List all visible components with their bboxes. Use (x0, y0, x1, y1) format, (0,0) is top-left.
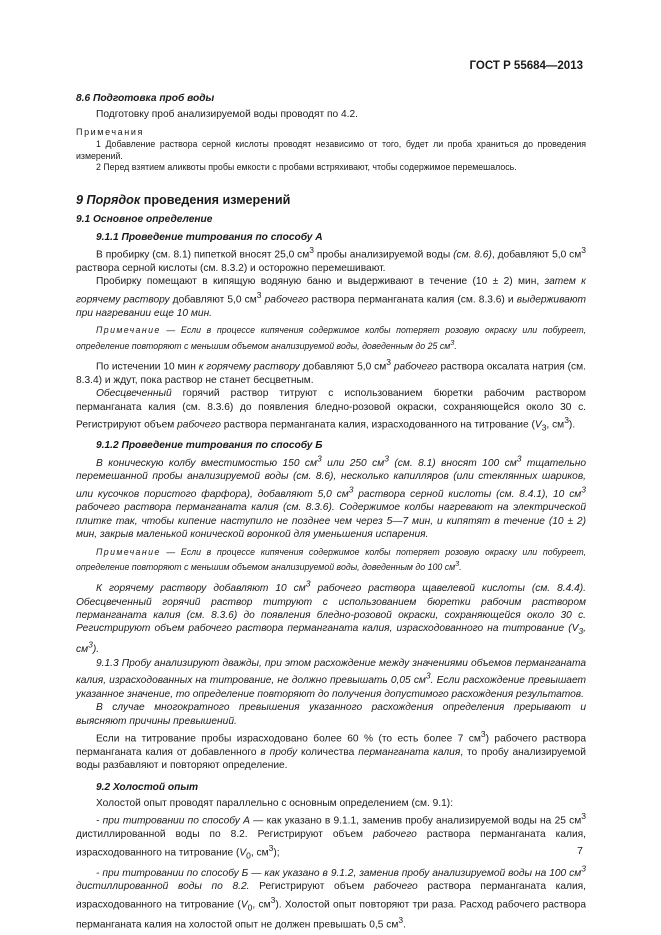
paragraph-boiling: Пробирку помещают в кипящую водяную баню и выдерживают в течение (10 ± 2) мин, затем к горячему раствору добавляют 5,0 $см^3$ рабочего раствора перманганата калия (см. 8.3.6) и выдерживают при нагревании еще 10 мин. (76, 276, 586, 319)
section-9-1-2-title: 9.1.2 Проведение титрования по способу Б (96, 439, 323, 451)
section-9-1-1-title: 9.1.1 Проведение титрования по способу А (96, 231, 323, 243)
paragraph-blank-a: - при титровании по способу А — как указано в 9.1.1, заменив пробу анализируемой воды на 25 $см^3$ дистиллированной воды по 8.2. Регистрируют объем рабочего раствора перманганата калия, израсходованного на титрование ($V_0$, $см^3$); (76, 811, 587, 861)
notes-title: Примечания (76, 126, 144, 137)
paragraph-titration-a: Обесцвеченный горячий раствор титруют с использованием бюретки рабочим раствором перманганата калия (см. 8.3.6) до появления бледно-розовой окраски, сохраняющейся около 30 с. Регистрируют объем рабочего раствора перманганата калия, израсходованного на титрование ($V_3$, $см^3$). (76, 388, 586, 433)
paragraph-method-b: В коническую колбу вместимостью 150 $см^3$ или 250 $см^3$ (см. 8.1) вносят 100 $см^3$ тщательно перемешанной пробы анализируемой воды (см. 8.6), несколько капилляров (или стеклянных шариков, или кусочков пористого фарфора), добавляют 5,0 $см^3$ раствора серной кислоты (см. 8.4.1), 10 $см^3$ рабочего раствора перманганата калия (см. 8.3.6). Содержимое колбы нагревают на электрической плитке так, чтобы кипение наступило не позднее чем через 5—7 мин, и кипятят в течение (10 ± 2) мин, закрыв маленькой конической воронкой для уменьшения испарения. (76, 453, 587, 541)
paragraph-blank: Холостой опыт проводят параллельно с основным определением (см. 9.1): (96, 798, 454, 809)
paragraph-9-1-3: 9.1.3 Пробу анализируют дважды, при этом расхождение между значениями объемов перманганата калия, израсходованных на титрование, не должно превышать 0,05 $см^3$. Если расхождение превышает указанное значение, то определение повторяют до получения допустимого расхождения результатов. (76, 657, 586, 700)
paragraph-oxalate: По истечении 10 мин к горячему раствору добавляют 5,0 $см^3$ рабочего раствора оксалата натрия (см. 8.3.4) и ждут, пока раствор не станет бесцветным. (76, 357, 586, 386)
section-9-2-title: 9.2 Холостой опыт (96, 781, 199, 793)
section-8-6-text: Подготовку проб анализируемой воды проводят по 4.2. (96, 109, 359, 121)
page-number: 7 (577, 845, 583, 857)
note-2: 2 Перед взятием аликвоты пробы емкости с пробами встряхивают, чтобы содержимое перемешалось. (96, 162, 517, 173)
standard-number: ГОСТ Р 55684—2013 (469, 60, 583, 72)
paragraph-repeated: В случае многократного превышения указанного расхождения определения прерывают и выясняют причины превышений. (76, 702, 586, 727)
section-8-6-title: 8.6 Подготовка проб воды (76, 93, 215, 104)
paragraph-sample: В пробирку (см. 8.1) пипеткой вносят 25,0 $см^3$ пробы анализируемой воды (см. 8.6), добавляют 5,0 $см^3$ раствора серной кислоты (см. 8.3.2) и осторожно перемешивают. (76, 245, 586, 275)
paragraph-blank-b: - при титровании по способу Б — как указано в 9.1.2, заменив пробу анализируемой воды на 100 $см^3$ дистиллированной воды по 8.2. Регистрируют объем рабочего раствора перманганата калия, израсходованного на титрование ($V_0$, $см^3$). Холостой опыт повторяют три раза. Расход рабочего раствора перманганата калия на холостой опыт не должен превышать 0,5 $см^3$. (76, 863, 587, 931)
section-9-title: 9 Порядок проведения измерений (76, 193, 291, 207)
note-method-a: Примечание — Если в процессе кипячения содержимое колбы потеряет розовую окраску или побуреет, определение повторяют с меньшим объемом анализируемой воды, доведенным до 25 $см^3$. (76, 325, 586, 351)
paragraph-dilution: Если на титрование пробы израсходовано более 60 % (то есть более 7 $см^3$) рабочего раствора перманганата калия от добавленного в пробу количества перманганата калия, то пробу анализируемой воды разбавляют и повторяют определение. (76, 728, 586, 772)
paragraph-oxalic: К горячему раствору добавляют 10 $см^3$ рабочего раствора щавелевой кислоты (см. 8.4.4). Обесцвеченный горячий раствор титруют с использованием бюретки рабочим раствором перманганата калия (см. 8.3.6) до появления бледно-розовой окраски, сохраняющейся около 30 с. Регистрируют объем рабочего раствора перманганата калия, израсходованного на титрование ($V_3$, $см^3$). (76, 578, 586, 656)
note-1: 1 Добавление раствора серной кислоты проводят независимо от того, будет ли проба храниться до проведения измерений. (76, 139, 586, 161)
section-9-1-title: 9.1 Основное определение (76, 214, 213, 226)
page-content (76, 91, 586, 932)
note-method-b: Примечание — Если в процессе кипячения содержимое колбы потеряет розовую окраску или побуреет, определение повторяют с меньшим объемом анализируемой воды, доведенным до 100 $см^3$. (76, 546, 586, 573)
